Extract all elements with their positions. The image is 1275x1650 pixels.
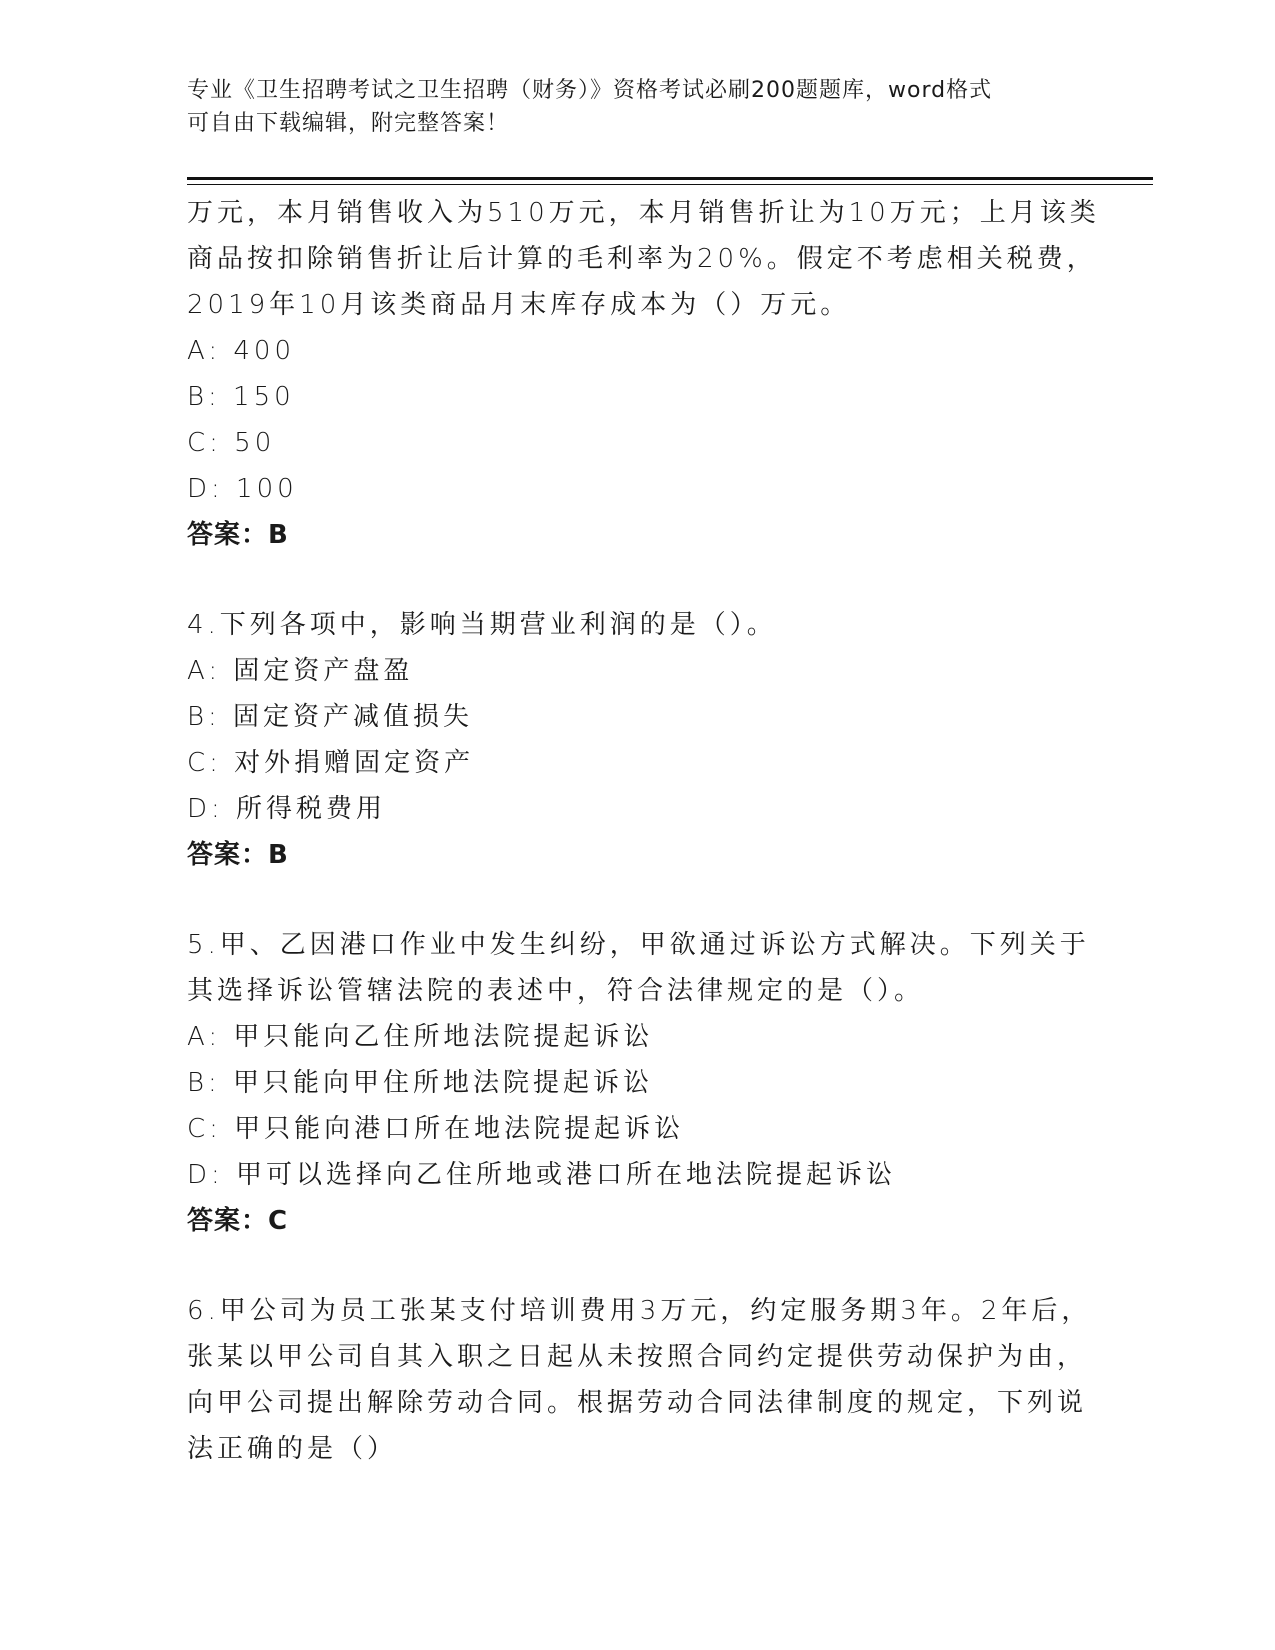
question-stem-line: 4.下列各项中，影响当期营业利润的是（）。 [187, 610, 777, 640]
header-rule-thick [187, 177, 1153, 180]
question-gap [187, 878, 1087, 922]
option-c: C: 50 [187, 428, 276, 458]
question-stem-line: 6.甲公司为员工张某支付培训费用3万元，约定服务期3年。2年后， [187, 1296, 1092, 1326]
question-stem-line: 5.甲、乙因港口作业中发生纠纷，甲欲通过诉讼方式解决。下列关于 [187, 930, 1090, 960]
option-a: A: 甲只能向乙住所地法院提起诉讼 [187, 1022, 654, 1052]
question-3 [187, 190, 1100, 558]
question-stem-line: 向甲公司提出解除劳动合同。根据劳动合同法律制度的规定，下列说 [187, 1388, 1088, 1418]
question-5 [187, 922, 1090, 1244]
option-d: D: 所得税费用 [187, 794, 387, 824]
option-b: B: 固定资产减值损失 [187, 702, 474, 732]
option-a: A: 固定资产盘盈 [187, 656, 414, 686]
answer-label: 答案：C [187, 1206, 289, 1236]
question-stem-line: 2019年10月该类商品月末库存成本为（）万元。 [187, 290, 851, 320]
header-rule-thin [187, 184, 1153, 185]
question-gap [187, 558, 1087, 602]
question-gap [187, 1244, 1087, 1288]
answer-label: 答案：B [187, 520, 289, 550]
question-4 [187, 602, 1087, 878]
option-b: B: 甲只能向甲住所地法院提起诉讼 [187, 1068, 654, 1098]
question-stem-line: 法正确的是（） [187, 1434, 398, 1464]
header-line-2: 可自由下载编辑，附完整答案！ [187, 111, 510, 136]
answer-label: 答案：B [187, 840, 289, 870]
question-6 [187, 1288, 1092, 1472]
option-b: B: 150 [187, 382, 295, 412]
option-d: D: 100 [187, 474, 298, 504]
question-stem-line: 万元，本月销售收入为510万元，本月销售折让为10万元；上月该类 [187, 198, 1100, 228]
option-c: C: 对外捐赠固定资产 [187, 748, 475, 778]
header-line-1: 专业《卫生招聘考试之卫生招聘（财务）》资格考试必刷200题题库，word格式 [187, 78, 993, 103]
question-list [187, 190, 1100, 1472]
option-c: C: 甲只能向港口所在地法院提起诉讼 [187, 1114, 685, 1144]
question-stem-line: 其选择诉讼管辖法院的表述中，符合法律规定的是（）。 [187, 976, 925, 1006]
option-d: D: 甲可以选择向乙住所地或港口所在地法院提起诉讼 [187, 1160, 897, 1190]
question-stem-line: 商品按扣除销售折让后计算的毛利率为20%。假定不考虑相关税费， [187, 244, 1097, 274]
document-header [187, 74, 1087, 140]
question-stem-line: 张某以甲公司自其入职之日起从未按照合同约定提供劳动保护为由， [187, 1342, 1088, 1372]
option-a: A: 400 [187, 336, 295, 366]
